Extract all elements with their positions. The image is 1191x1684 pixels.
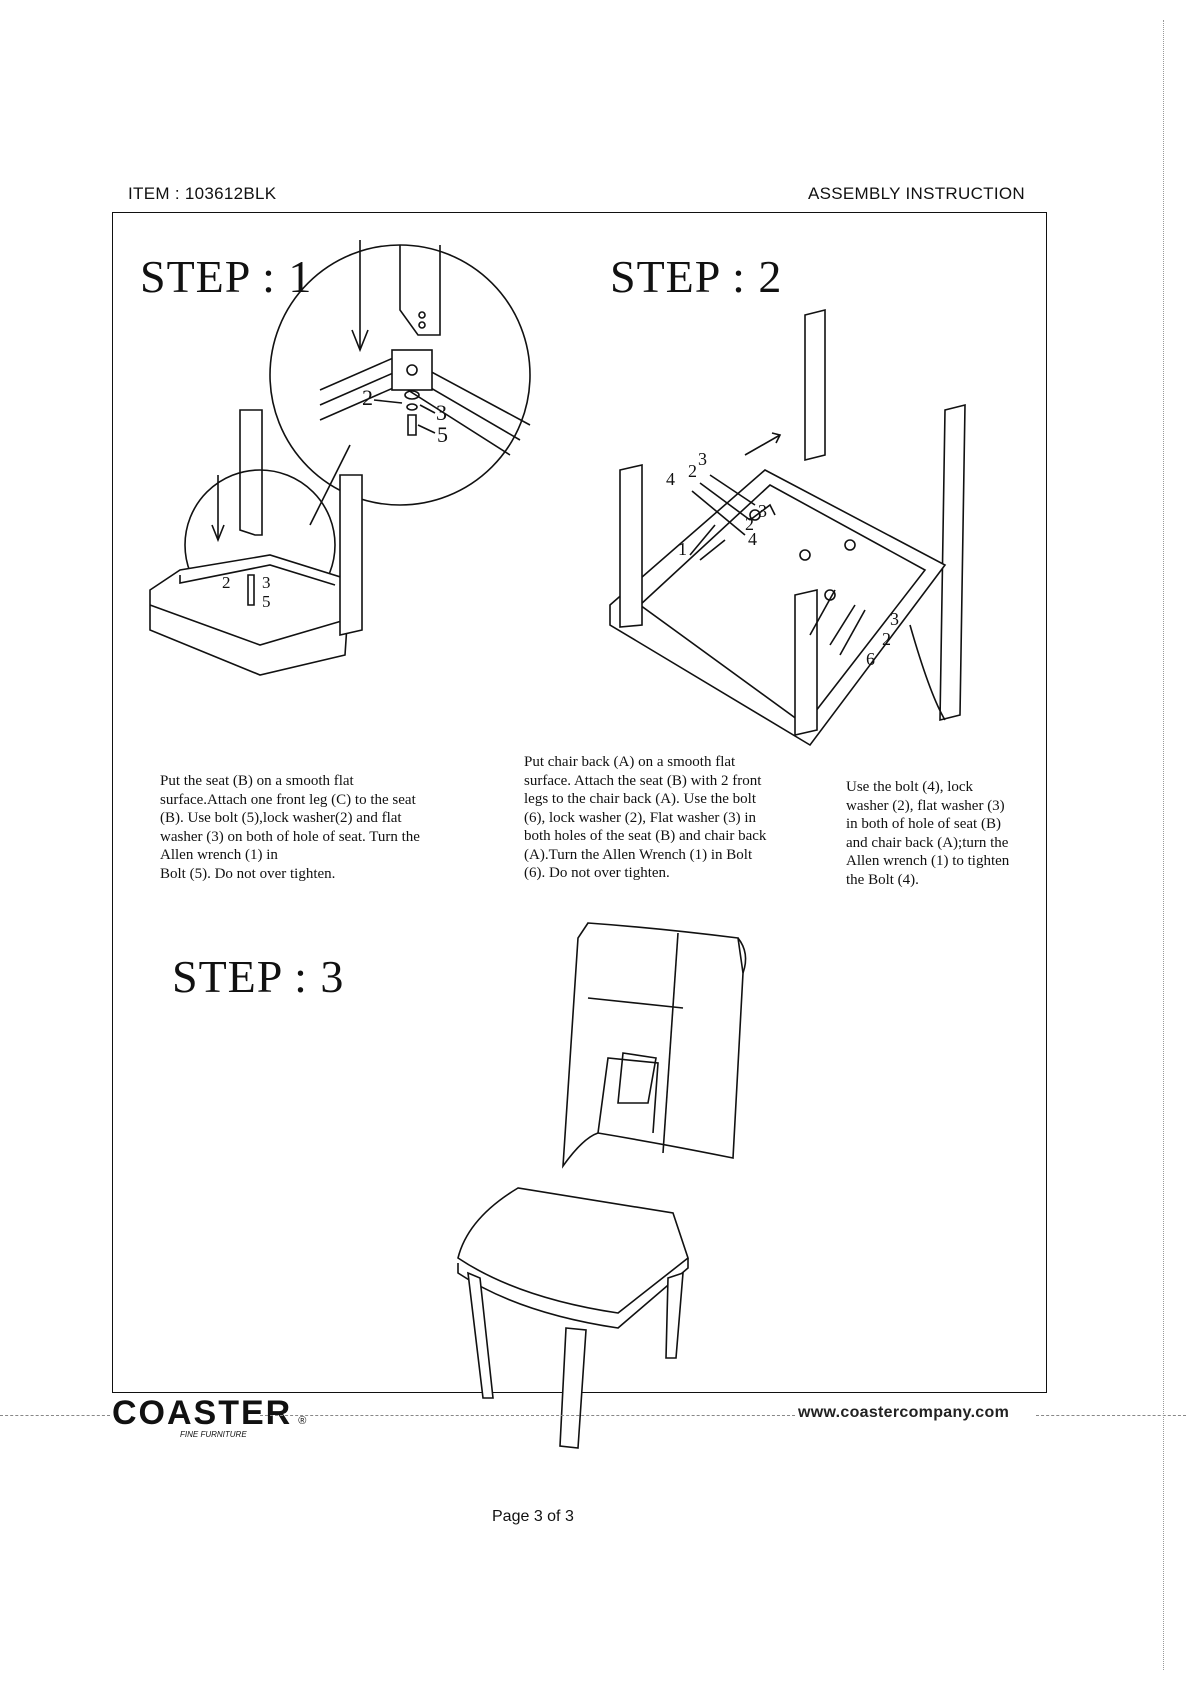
- step1-small-callout: 2: [222, 573, 231, 592]
- step1-title: STEP : 1: [140, 251, 313, 302]
- step2-back-post-right: [940, 405, 965, 720]
- step2-callout: 1: [678, 539, 687, 559]
- step1-bolt-detail: [408, 415, 416, 435]
- step1-callout: 3: [436, 400, 447, 425]
- step2-instructions: Put chair back (A) on a smooth flat surface. Attach the seat (B) with 2 front legs to the chair back (A). Use the bolt (6), lock washer (2), Flat washer (3) in both holes of the seat (B) and chair back (A).Turn the Allen Wrench (1) in Bolt (6). Do not over tighten.: [524, 754, 767, 881]
- footer-rule-left: [0, 1415, 110, 1416]
- step1-instructions: Put the seat (B) on a smooth flat surface.Attach one front leg (C) to the seat (B). Use bolt (5),lock washer(2) and flat washer (3) on both of hole of seat. Turn the Allen wrench (1) in Bolt (5). Do not over tighten.: [160, 773, 420, 882]
- step2-callout: 6: [866, 649, 875, 669]
- step2-front-leg-left: [620, 465, 642, 627]
- step3-title: STEP : 3: [172, 951, 345, 1002]
- step3-chair-diagram: [458, 918, 728, 1358]
- scan-edge: [1163, 20, 1164, 1670]
- website-link[interactable]: www.coastercompany.com: [798, 1404, 1010, 1421]
- step1-seat-frame: [150, 555, 350, 675]
- step2-callout: 2: [745, 514, 754, 534]
- step1-corner-bracket: [392, 350, 432, 390]
- step2-callout: 2: [688, 461, 697, 481]
- brand-logo: COASTER ®: [112, 1394, 307, 1432]
- step1-small-callout: 3: [262, 573, 271, 592]
- step2-callout: 3: [698, 449, 707, 469]
- step1-callout: 2: [362, 385, 373, 410]
- item-number: ITEM : 103612BLK: [128, 184, 277, 203]
- document-type: ASSEMBLY INSTRUCTION: [808, 184, 1025, 203]
- step1-diagram: [150, 235, 550, 705]
- step1-detail-leg: [400, 245, 440, 335]
- step1-small-callout: 5: [262, 592, 271, 611]
- step2-callout: 4: [666, 469, 675, 489]
- step2-bolt4-instructions: Use the bolt (4), lock washer (2), flat washer (3) in both of hole of seat (B) and chair back (A);turn the Allen wrench (1) to tighten the Bolt (4).: [846, 779, 1010, 888]
- page-number: Page 3 of 3: [492, 1508, 574, 1525]
- step1-rear-leg: [340, 475, 362, 635]
- brand-name: COASTER: [112, 1394, 293, 1432]
- step2-callout: 3: [758, 501, 767, 521]
- step2-back-post-left: [805, 310, 825, 460]
- step2-seat-frame: [610, 470, 945, 745]
- step3-leg-front-right: [560, 1328, 586, 1448]
- step3-leg-back-right: [666, 1273, 683, 1358]
- step2-callout: 3: [890, 609, 899, 629]
- footer-rule-mid: [260, 1415, 795, 1416]
- step2-callout: 2: [882, 629, 891, 649]
- step3-chair-seat: [458, 1188, 688, 1313]
- step2-front-leg-right: [795, 590, 817, 735]
- step1-callout: 5: [437, 422, 448, 447]
- brand-tagline: FINE FURNITURE: [180, 1430, 247, 1439]
- step2-callout: 4: [748, 529, 757, 549]
- step2-title: STEP : 2: [610, 251, 783, 302]
- step2-diagram: [600, 305, 940, 765]
